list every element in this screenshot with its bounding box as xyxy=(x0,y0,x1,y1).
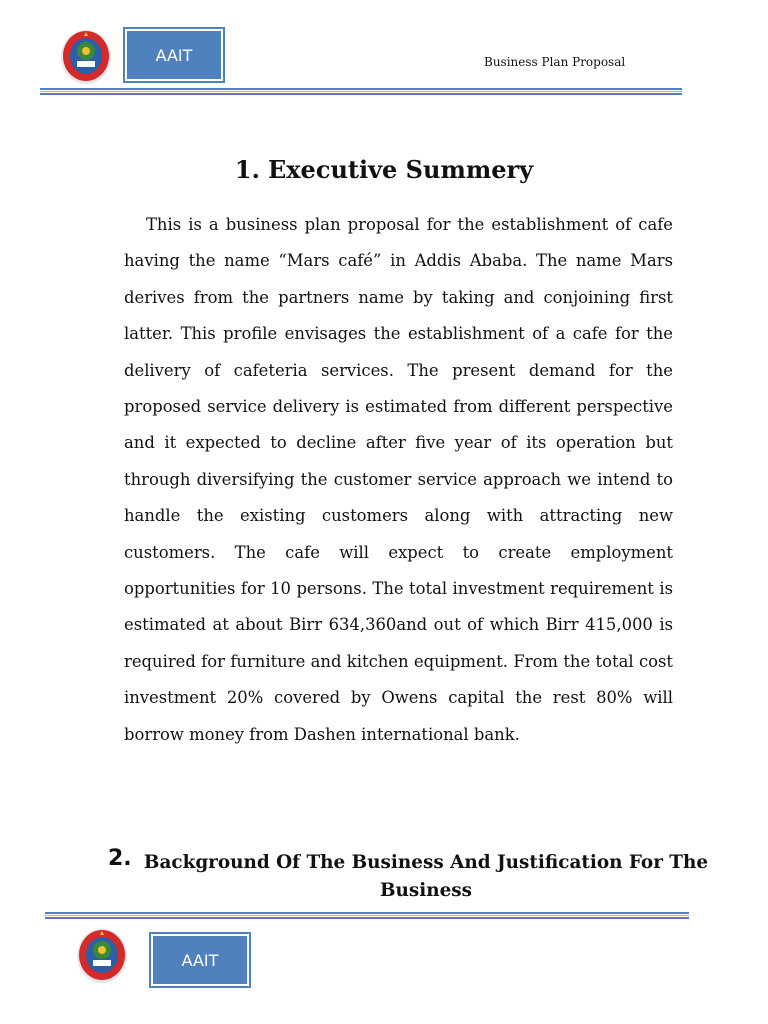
aait-header-box xyxy=(125,29,223,81)
section-2-title: Background Of The Business And Justification For The Business xyxy=(143,852,709,901)
section-2-number: 2. xyxy=(108,846,132,871)
university-seal-logo xyxy=(60,27,112,85)
aait-header-label: AAIT xyxy=(155,45,193,65)
university-seal-logo-footer xyxy=(76,926,128,984)
section-1-heading xyxy=(0,155,768,184)
section-1-title: Executive Summery xyxy=(267,155,534,184)
executive-summary-paragraph: This is a business plan proposal for the establishment of cafe having the name “Mars café” in Addis Ababa. The name Mars derives from the partners name by taking and conjoining first latter. This profile envisages the establishment of a cafe for the delivery of cafeteria services. The present demand for the proposed service delivery is estimated from different perspective and it expected to decline after five year of its operation but through diversifying the customer service approach we intend to handle the existing customers along with attracting new customers. The cafe will expect to create employment opportunities for 10 persons. The total investment requirement is estimated at about Birr 634,360and out of which Birr 415,000 is required for furniture and kitchen equipment. From the total cost investment 20% covered by Owens capital the rest 80% will borrow money from Dashen international bank. xyxy=(124,215,673,744)
section-1-number: 1. xyxy=(234,155,260,184)
footer-rule xyxy=(45,912,689,919)
header-rule xyxy=(40,88,682,95)
aait-footer-box xyxy=(151,934,249,986)
aait-footer-label: AAIT xyxy=(181,950,219,970)
header-title: Business Plan Proposal xyxy=(484,55,626,69)
